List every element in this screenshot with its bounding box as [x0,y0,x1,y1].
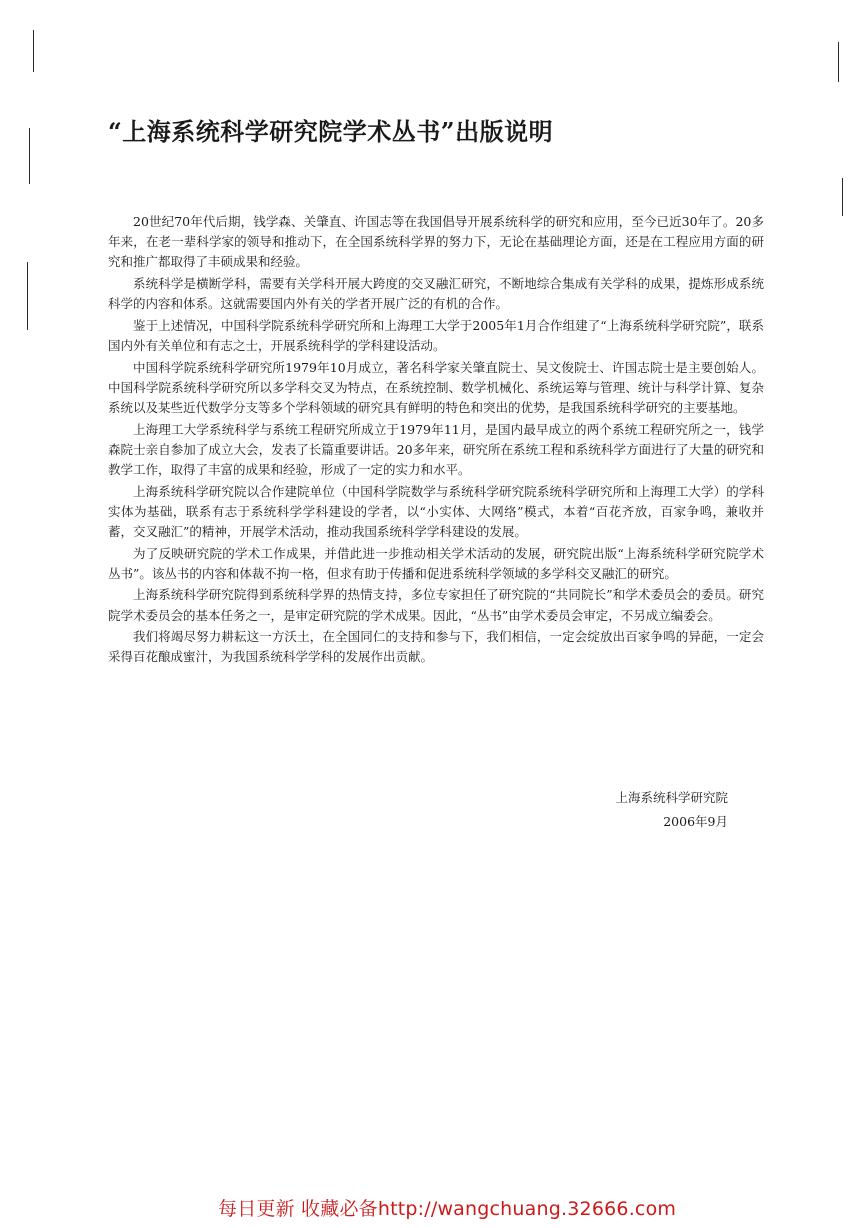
signature-block [615,786,728,834]
paragraph: 上海系统科学研究院以合作建院单位（中国科学院数学与系统科学研究院系统科学研究所和上海理工大学）的学科实体为基础，联系有志于系统科学学科建设的学者，以“小实体、大网络”模式，本着“百花齐放，百家争鸣，兼收并蓄，交叉融汇”的精神，开展学术活动，推动我国系统科学学科建设的发展。 [108,483,764,539]
signature-date: 2006年9月 [663,814,728,829]
paragraph: 鉴于上述情况，中国科学院系统科学研究所和上海理工大学于2005年1月合作组建了“上海系统科学研究院”，联系国内外有关单位和有志之士，开展系统科学的学科建设活动。 [108,317,764,353]
footer-watermark: 每日更新 收藏必备http://wangchuang.32666.com [218,1198,677,1220]
signature-organization: 上海系统科学研究院 [615,790,728,805]
document-body [108,212,764,669]
scan-line-right-top [838,42,839,82]
paragraph: 中国科学院系统科学研究所1979年10月成立，著名科学家关肇直院士、吴文俊院士、许国志院士是主要创始人。中国科学院系统科学研究所以多学科交叉为特点，在系统控制、数学机械化、系统运筹与管理、统计与科学计算、复杂系统以及某些近代数学分支等多个学科领域的研究具有鲜明的特色和突出的优势，是我国系统科学研究的主要基地。 [108,359,764,415]
paragraph: 上海理工大学系统科学与系统工程研究所成立于1979年11月，是国内最早成立的两个系统工程研究所之一，钱学森院士亲自参加了成立大会，发表了长篇重要讲话。20多年来，研究所在系统工程和系统科学方面进行了大量的研究和教学工作，取得了丰富的成果和经验，形成了一定的实力和水平。 [108,421,764,477]
scan-line-left-top [33,30,34,72]
page-title: “上海系统科学研究院学术丛书”出版说明 [108,117,554,146]
paragraph: 上海系统科学研究院得到系统科学界的热情支持，多位专家担任了研究院的“共同院长”和学术委员会的委员。研究院学术委员会的基本任务之一，是审定研究院的学术成果。因此，“丛书”由学术委员会审定，不另成立编委会。 [108,587,764,623]
scan-line-right-mid [842,178,843,216]
paragraph: 我们将竭尽努力耕耘这一方沃土，在全国同仁的支持和参与下，我们相信，一定会绽放出百家争鸣的异葩，一定会采得百花酿成蜜汁，为我国系统科学学科的发展作出贡献。 [108,629,764,665]
paragraph: 系统科学是横断学科，需要有关学科开展大跨度的交叉融汇研究，不断地综合集成有关学科的成果，提炼形成系统科学的内容和体系。这就需要国内外有关的学者开展广泛的有机的合作。 [108,276,764,312]
scan-line-left-mid [29,128,30,184]
scan-line-left-lower [27,262,28,330]
paragraph: 为了反映研究院的学术工作成果，并借此进一步推动相关学术活动的发展，研究院出版“上海系统科学研究院学术丛书”。该丛书的内容和体裁不拘一格，但求有助于传播和促进系统科学领域的多学科交叉融汇的研究。 [108,545,764,581]
paragraph: 20世纪70年代后期，钱学森、关肇直、许国志等在我国倡导开展系统科学的研究和应用，至今已近30年了。20多年来，在老一辈科学家的领导和推动下，在全国系统科学界的努力下，无论在基础理论方面，还是在工程应用方面的研究和推广都取得了丰硕成果和经验。 [108,214,764,270]
